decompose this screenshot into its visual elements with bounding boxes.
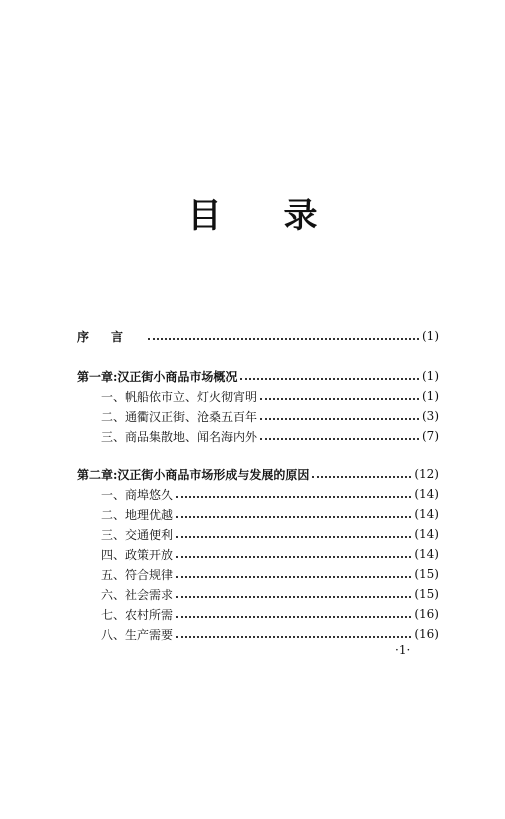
toc-entry-page: (15) <box>414 567 439 581</box>
leader-dots <box>148 338 419 340</box>
leader-dots <box>176 576 411 578</box>
leader-dots <box>176 556 411 558</box>
toc-entry-page: (12) <box>414 467 439 481</box>
leader-dots <box>176 496 411 498</box>
toc-entry-page: (7) <box>422 429 439 443</box>
toc-entry-page: (14) <box>414 507 439 521</box>
page-number: ·1· <box>395 643 411 657</box>
leader-dots <box>260 418 419 420</box>
toc-entry-label: 序言 <box>77 329 146 344</box>
toc-entry-section[interactable] <box>77 485 439 503</box>
leader-dots <box>176 536 411 538</box>
toc-entry-label: 八、生产需要 <box>101 627 174 642</box>
leader-dots <box>176 516 411 518</box>
toc-entry-page: (1) <box>422 389 439 403</box>
toc-entry-label: 第一章:汉正街小商品市场概况 <box>77 369 238 384</box>
toc-entry-label: 第二章:汉正街小商品市场形成与发展的原因 <box>77 467 310 482</box>
toc-entry-chapter-2[interactable] <box>77 465 439 483</box>
toc-entry-label: 一、商埠悠久 <box>101 487 174 502</box>
title-char-2: 录 <box>283 196 318 236</box>
toc-entry-page: (16) <box>414 607 439 621</box>
toc-entry-section[interactable] <box>77 427 439 445</box>
title-char-1: 目 <box>187 196 222 236</box>
leader-dots <box>240 378 419 380</box>
toc-entry-section[interactable] <box>77 505 439 523</box>
toc-entry-label: 五、符合规律 <box>101 567 174 582</box>
toc-entry-section[interactable] <box>77 387 439 405</box>
toc-entry-page: (15) <box>414 587 439 601</box>
toc-entry-section[interactable] <box>77 585 439 603</box>
toc-entry-section[interactable] <box>77 565 439 583</box>
toc-entry-page: (14) <box>414 547 439 561</box>
toc-entry-page: (1) <box>422 329 439 343</box>
toc-entry-section[interactable] <box>77 605 439 623</box>
toc-entry-page: (16) <box>414 627 439 641</box>
leader-dots <box>176 596 411 598</box>
toc-entry-page: (3) <box>422 409 439 423</box>
toc-entry-chapter-1[interactable] <box>77 367 439 385</box>
toc-entry-label: 一、帆船依市立、灯火彻宵明 <box>101 389 258 404</box>
toc-entry-section[interactable] <box>77 407 439 425</box>
toc-entry-label: 二、通衢汉正街、沧桑五百年 <box>101 409 258 424</box>
leader-dots <box>176 636 411 638</box>
leader-dots <box>176 616 411 618</box>
toc-entry-section[interactable] <box>77 545 439 563</box>
toc-entry-page: (14) <box>414 487 439 501</box>
toc-entry-section[interactable] <box>77 525 439 543</box>
toc-entry-label: 六、社会需求 <box>101 587 174 602</box>
toc-entry-section[interactable] <box>77 625 439 643</box>
toc-entry-page: (1) <box>422 369 439 383</box>
toc-entry-preface[interactable] <box>77 327 439 345</box>
leader-dots <box>312 476 411 478</box>
toc-entry-page: (14) <box>414 527 439 541</box>
page-title <box>0 188 505 237</box>
leader-dots <box>260 438 419 440</box>
toc-entry-label: 二、地理优越 <box>101 507 174 522</box>
toc-entry-label: 三、商品集散地、闻名海内外 <box>101 429 258 444</box>
leader-dots <box>260 398 419 400</box>
toc-entry-label: 七、农村所需 <box>101 607 174 622</box>
toc-entry-label: 三、交通便利 <box>101 527 174 542</box>
toc-entry-label: 四、政策开放 <box>101 547 174 562</box>
